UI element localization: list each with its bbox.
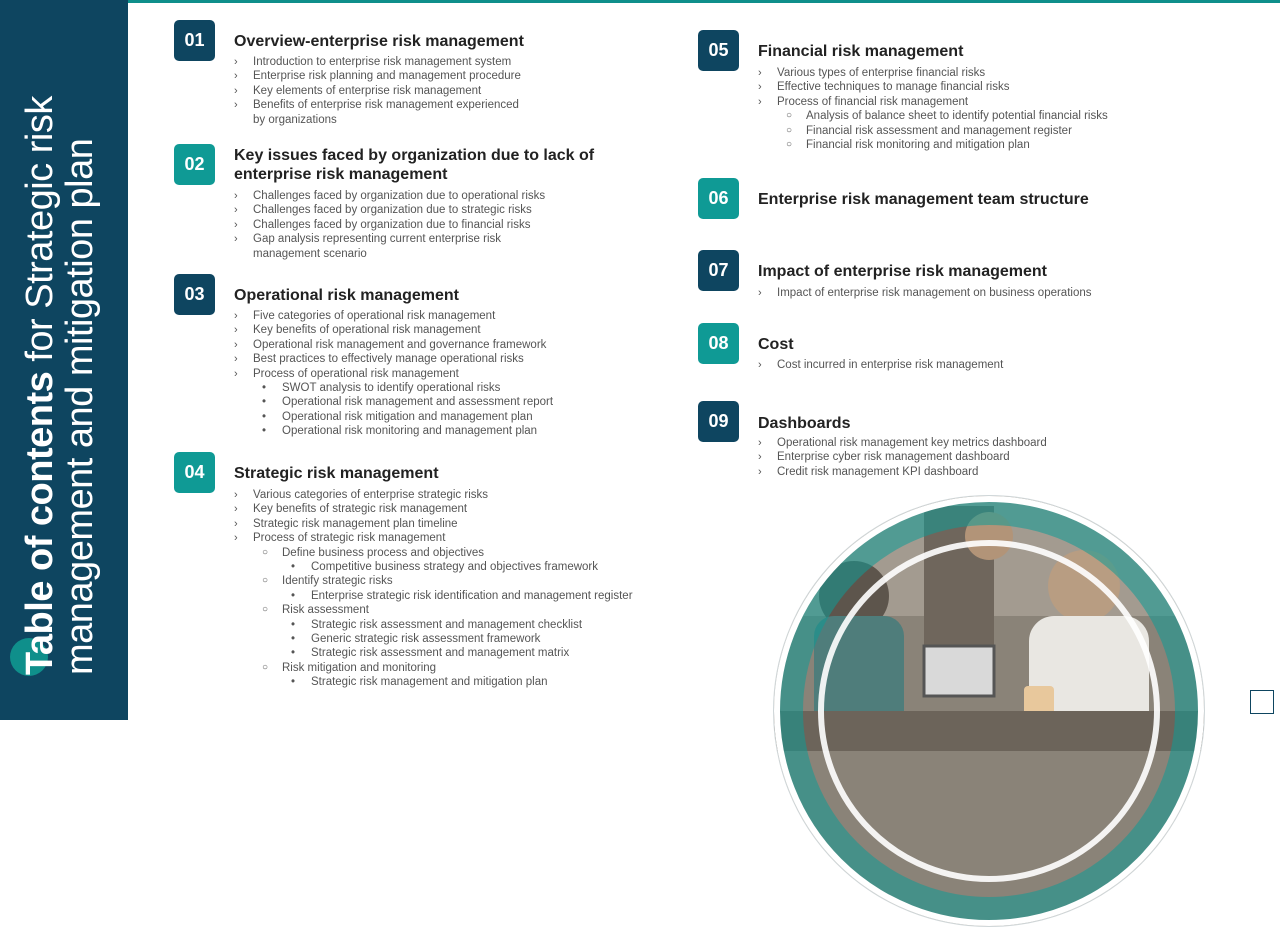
list-item: › Various categories of enterprise strategic risks [234, 488, 633, 502]
section-title-08: Cost [758, 336, 794, 353]
list-item: › Gap analysis representing current enterprise risk [234, 232, 545, 246]
list-item: › Operational risk management key metrics dashboard [758, 436, 1047, 450]
list-item: › Key benefits of operational risk management [234, 323, 553, 337]
list-item: › Challenges faced by organization due to operational risks [234, 189, 545, 203]
section-list-03 [234, 309, 553, 439]
section-title-09: Dashboards [758, 415, 851, 432]
list-subsubitem: • Strategic risk assessment and management matrix [234, 646, 633, 660]
section-title-07: Impact of enterprise risk management [758, 263, 1047, 280]
list-item: › Process of operational risk management [234, 367, 553, 381]
list-subitem: • Operational risk management and assessment report [234, 395, 553, 409]
section-list-08 [758, 358, 1003, 372]
corner-square [1250, 690, 1274, 714]
list-item: › Various types of enterprise financial risks [758, 66, 1108, 80]
section-title-05: Financial risk management [758, 43, 964, 60]
list-subitem: • Operational risk monitoring and management plan [234, 424, 553, 438]
section-list-04 [234, 488, 633, 690]
section-title-04: Strategic risk management [234, 465, 439, 482]
section-title-02-line1: Key issues faced by organization due to lack of [234, 147, 595, 164]
section-number-05: 05 [698, 30, 739, 71]
page-title-rest: for Strategic risk management and mitigation plan [19, 96, 101, 675]
section-number-03: 03 [174, 274, 215, 315]
top-accent-line [128, 0, 1280, 3]
section-list-09 [758, 436, 1047, 479]
list-item: › Key elements of enterprise risk management [234, 84, 521, 98]
section-number-02: 02 [174, 144, 215, 185]
list-item: › Process of financial risk management [758, 95, 1108, 109]
list-subsubitem: • Generic strategic risk assessment framework [234, 632, 633, 646]
section-number-04: 04 [174, 452, 215, 493]
list-item: › Credit risk management KPI dashboard [758, 465, 1047, 479]
section-number-09: 09 [698, 401, 739, 442]
list-subsubitem: • Competitive business strategy and objectives framework [234, 560, 633, 574]
list-item: › Introduction to enterprise risk management system [234, 55, 521, 69]
list-subsubitem: • Enterprise strategic risk identification and management register [234, 589, 633, 603]
list-item: › Challenges faced by organization due to financial risks [234, 218, 545, 232]
list-subitem: ○ Risk mitigation and monitoring [234, 661, 633, 675]
list-subitem: ○ Identify strategic risks [234, 574, 633, 588]
list-item-continuation: management scenario [253, 247, 367, 260]
list-subitem: ○ Risk assessment [234, 603, 633, 617]
section-list-02 [234, 189, 545, 261]
list-item: › Process of strategic risk management [234, 531, 633, 545]
section-title-02 [234, 146, 594, 184]
list-subsubitem: • Strategic risk assessment and management checklist [234, 618, 633, 632]
list-item: › Cost incurred in enterprise risk management [758, 358, 1003, 372]
section-title-06: Enterprise risk management team structure [758, 191, 1089, 208]
section-number-07: 07 [698, 250, 739, 291]
list-item: › Enterprise cyber risk management dashboard [758, 450, 1047, 464]
section-list-05 [758, 66, 1108, 152]
section-number-01: 01 [174, 20, 215, 61]
section-title-03: Operational risk management [234, 287, 459, 304]
list-item: › Enterprise risk planning and management procedure [234, 69, 521, 83]
list-item: › Impact of enterprise risk management on business operations [758, 286, 1092, 300]
section-title-02-line2: enterprise risk management [234, 166, 448, 183]
list-item: › Effective techniques to manage financial risks [758, 80, 1108, 94]
list-subitem: ○ Define business process and objectives [234, 546, 633, 560]
page-title [20, 15, 120, 675]
list-subitem: ○ Analysis of balance sheet to identify potential financial risks [758, 109, 1108, 123]
section-list-07 [758, 286, 1092, 300]
list-subitem: • Operational risk mitigation and management plan [234, 410, 553, 424]
list-subitem: • SWOT analysis to identify operational risks [234, 381, 553, 395]
list-subitem: ○ Financial risk assessment and management register [758, 124, 1108, 138]
section-title-01: Overview-enterprise risk management [234, 33, 524, 50]
list-item: › Benefits of enterprise risk management experienced [234, 98, 521, 112]
section-list-01 [234, 55, 521, 127]
list-item: › Challenges faced by organization due to strategic risks [234, 203, 545, 217]
list-item: › Key benefits of strategic risk management [234, 502, 633, 516]
section-number-08: 08 [698, 323, 739, 364]
list-subitem: ○ Financial risk monitoring and mitigation plan [758, 138, 1108, 152]
list-subsubitem: • Strategic risk management and mitigation plan [234, 675, 633, 689]
page-title-bold: Table of contents [19, 371, 61, 675]
list-item: › Strategic risk management plan timeline [234, 517, 633, 531]
list-item: › Operational risk management and governance framework [234, 338, 553, 352]
list-item: › Best practices to effectively manage operational risks [234, 352, 553, 366]
list-item-continuation: by organizations [253, 113, 337, 126]
list-item: › Five categories of operational risk management [234, 309, 553, 323]
section-number-06: 06 [698, 178, 739, 219]
team-meeting-photo [773, 495, 1205, 927]
